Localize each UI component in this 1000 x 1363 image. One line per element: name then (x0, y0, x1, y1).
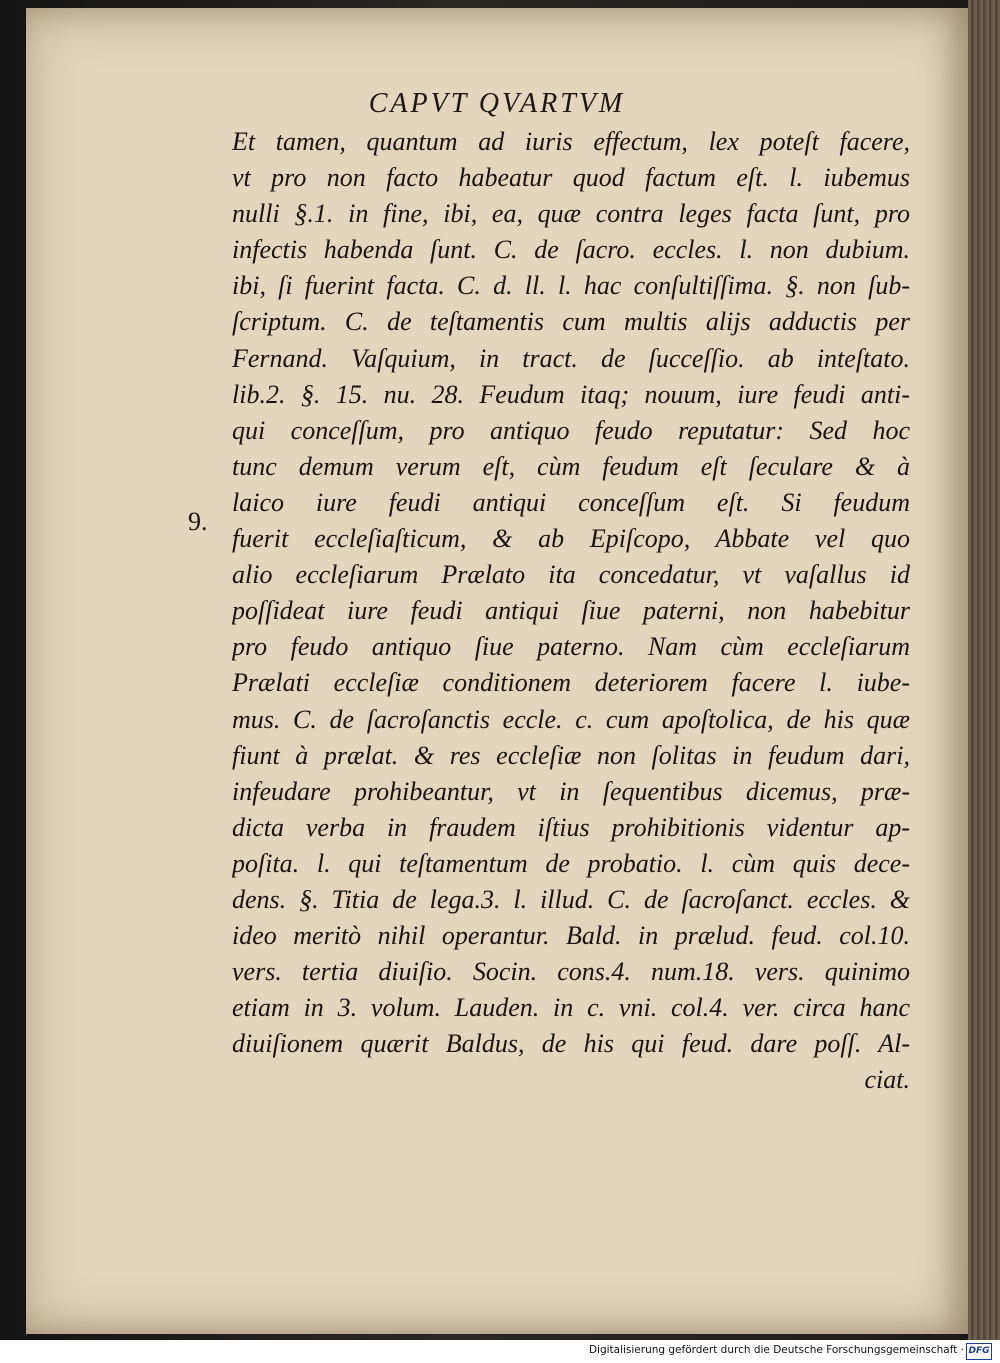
text-line: infectis habenda ſunt. C. de ſacro. eccles. l. non dubium. (232, 235, 910, 265)
text-line: vt pro non facto habeatur quod factum eſt. l. iubemus (232, 163, 910, 193)
book-page-edges (968, 0, 1000, 1340)
text-line: poſita. l. qui teſtamentum de probatio. l. cùm quis dece- (232, 848, 910, 878)
margin-note: 9. (188, 507, 208, 536)
text-line: fiunt à prælat. & res eccleſiæ non ſolitas in feudum dari, (232, 740, 910, 770)
body-text (232, 124, 910, 1099)
text-line: ibi, ſi fuerint facta. C. d. ll. l. hac conſultiſſima. §. non ſub- (232, 271, 910, 301)
text-line: poſſideat iure feudi antiqui ſiue paterni, non habebitur (232, 596, 910, 626)
text-line: dicta verba in fraudem iſtius prohibitionis videntur ap- (232, 812, 910, 842)
text-line: Et tamen, quantum ad iuris effectum, lex poteſt facere, (232, 127, 910, 156)
text-line: laico iure feudi antiqui conceſſum eſt. Si feudum (232, 487, 910, 517)
text-line: tunc demum verum eſt, cùm feudum eſt ſeculare & à (232, 451, 910, 481)
text-line: vers. tertia diuiſio. Socin. cons.4. num.18. vers. quinimo (232, 957, 910, 987)
text-line: mus. C. de ſacroſanctis eccle. c. cum apoſtolica, de his quæ (232, 704, 910, 734)
text-line: lib.2. §. 15. nu. 28. Feudum itaq; nouum, iure feudi anti- (232, 379, 910, 409)
running-head: CAPVT QVARTVM (368, 88, 626, 119)
text-line: etiam in 3. volum. Lauden. in c. vni. col.4. ver. circa hanc (232, 993, 910, 1023)
text-line: infeudare prohibeantur, vt in ſequentibus dicemus, præ- (232, 776, 910, 806)
text-line: Fernand. Vaſquium, in tract. de ſucceſſio. ab inteſtato. (232, 343, 910, 373)
text-line: diuiſionem quærit Baldus, de his qui feud. dare poſſ. Al- (232, 1029, 910, 1059)
text-line: ideo meritò nihil operantur. Bald. in prælud. feud. col.10. (232, 921, 910, 951)
footer-credit: Digitalisierung gefördert durch die Deutsche Forschungsgemeinschaft · (588, 1344, 964, 1356)
footer-bar (0, 1340, 1000, 1363)
text-line: dens. §. Titia de lega.3. l. illud. C. de ſacroſanct. eccles. & (232, 884, 910, 914)
text-line: pro feudo antiquo ſiue paterno. Nam cùm eccleſiarum (232, 632, 910, 662)
text-line: qui conceſſum, pro antiquo feudo reputatur: Sed hoc (232, 415, 910, 445)
text-line: nulli §.1. in fine, ibi, ea, quæ contra leges facta ſunt, pro (232, 199, 910, 229)
text-line: fuerit eccleſiaſticum, & ab Epiſcopo, Abbate vel quo (232, 524, 910, 554)
text-line: ſcriptum. C. de teſtamentis cum multis alijs adductis per (232, 307, 910, 337)
text-line: Prælati eccleſiæ conditionem deteriorem facere l. iube- (232, 668, 910, 698)
catchword: ciat. (864, 1065, 910, 1095)
dfg-logo: DFG (966, 1343, 992, 1360)
text-line: alio eccleſiarum Prælato ita concedatur, vt vaſallus id (232, 560, 910, 590)
